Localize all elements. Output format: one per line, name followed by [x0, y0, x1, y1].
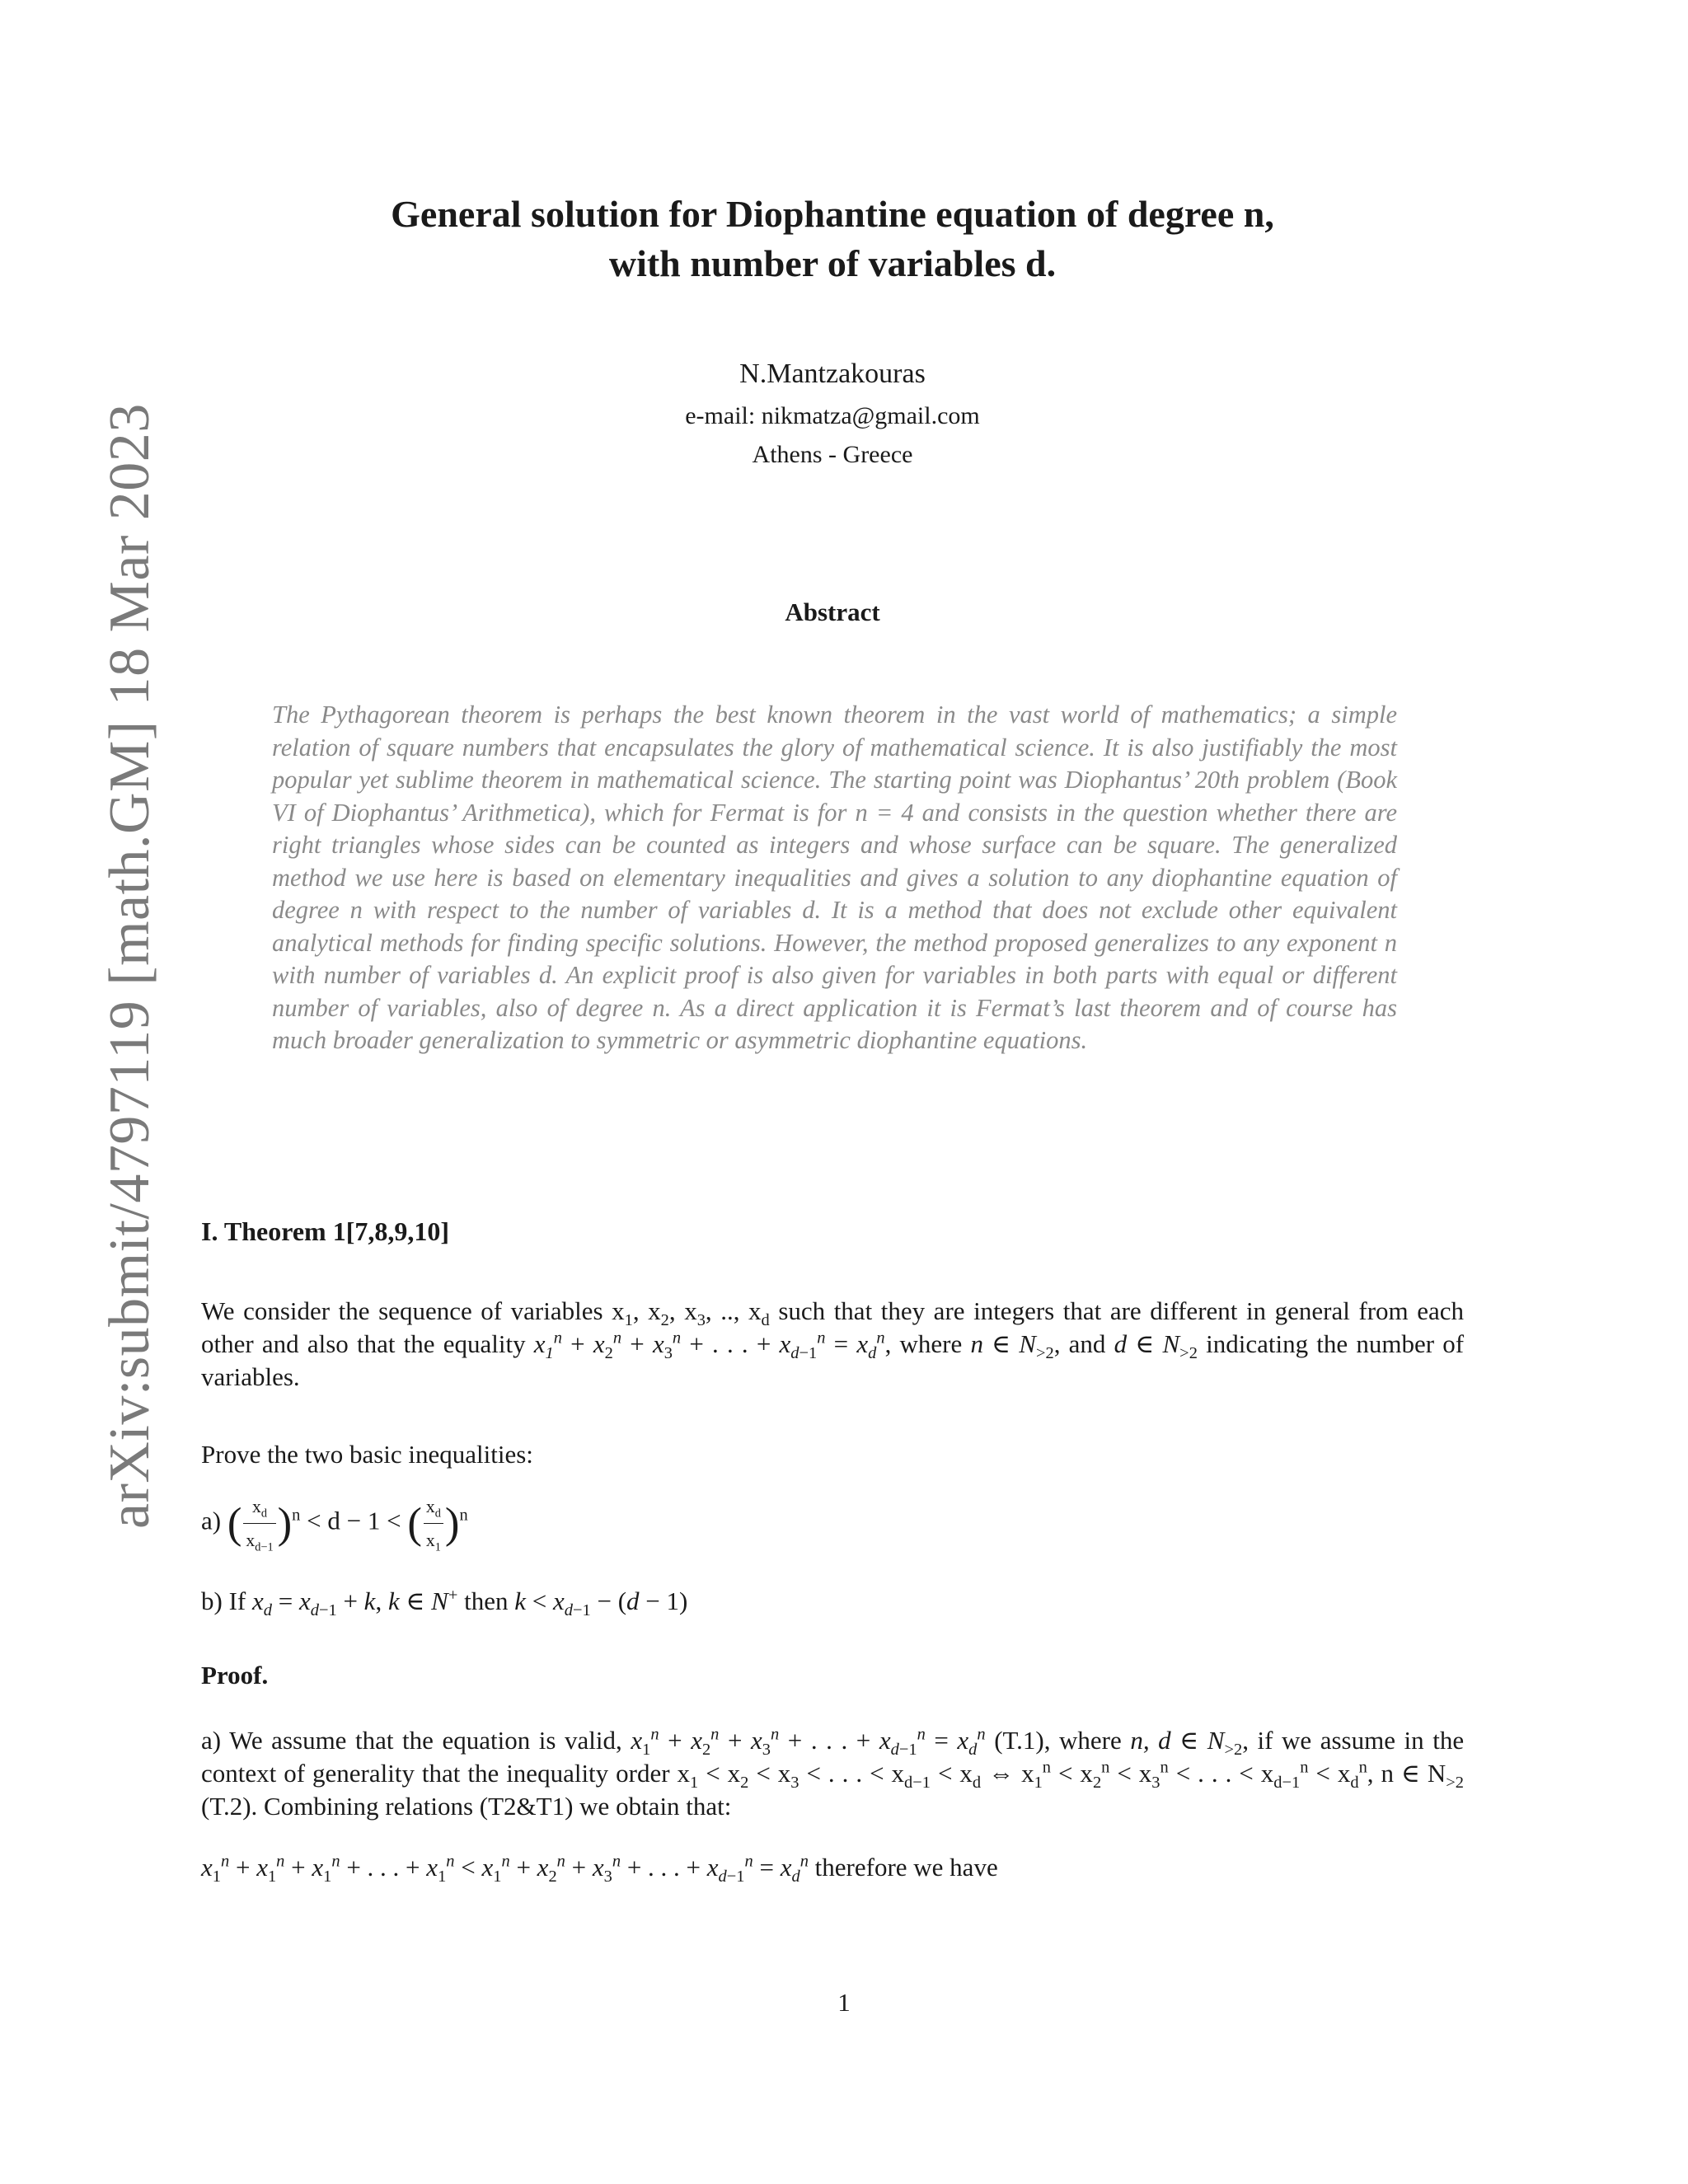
theorem-statement: We consider the sequence of variables $x_1$, $x_2$, $x_3$, .., $x_d$ such that they are integers that are different in general from each other and also that the equality $x_1^n + x_2^n + x_3^n$ + . . . + $x_{d-1}^n = x_d^n$, where n ∈ $N_{>2}$, and d ∈ $N_{>2}$ indicating the number of variables.: [201, 1296, 1465, 1391]
combined-inequality: $x_1^n + x_1^n + x_1^n$ + . . . + $x_1^n < x_1^n + x_2^n + x_3^n$ + . . . + $x_{d-1}^n = x_d^n$ therefore we have: [201, 1852, 998, 1886]
p3-if: , if we assume in the context of generality that the inequality order: [201, 1726, 1465, 1788]
inequality-b: b) If $x_d = x_{d-1} + k$, k ∈ N+ then $k < x_{d-1} - (d - 1)$: [201, 1586, 688, 1620]
paper-title: [247, 190, 1418, 288]
proof-paragraph: a) We assume that the equation is valid, $x_1^n + x_2^n + x_3^n$ + . . . + $x_{d-1}^n = x_d^n$ (T.1), where n, d ∈ $N_{>2}$, if we assume in the context of generality that the inequality order $x_1 < x_2 < x_3$ < . . . < $x_{d-1} < x_d$ ⇔ $x_1^n < x_2^n < x_3^n$ < . . . < $x_{d-1}^n < x_d^n$, n ∈ $N_{>2}$ (T.2). Combining relations (T2&T1) we obtain that:: [201, 1725, 1465, 1821]
title-line-1: General solution for Diophantine equation of degree n,: [391, 193, 1274, 235]
ineq-a-label: a): [201, 1506, 222, 1535]
p3-t2: (T.2). Combining relations (T2&T1) we obtain that:: [201, 1792, 732, 1821]
proof-heading: Proof.: [201, 1661, 269, 1690]
inequality-a: a) ( $\frac{x_d}{x_{d-1}}$ )$^n$ < d − 1 < ( $\frac{x_d}{x_1}$ )$^n$: [201, 1490, 468, 1557]
author-name: N.Mantzakouras: [739, 359, 926, 389]
p1-and: , and: [1053, 1329, 1106, 1358]
p1-end: indicating the number of variables.: [201, 1329, 1465, 1391]
p3-start: a) We assume that the equation is valid,: [201, 1726, 622, 1755]
abstract-heading: Abstract: [785, 598, 880, 626]
section-heading: I. Theorem 1[7,8,9,10]: [201, 1216, 450, 1246]
abstract-text: The Pythagorean theorem is perhaps the best known theorem in the vast world of mathematics; a simple relation of square numbers that encapsulates the glory of mathematical science. It is also justifiably the most popular yet sublime theorem in mathematical science. The starting point was Diophantus’ 20th problem (Book VI of Diophantus’ Arithmetica), which for Fermat is for n = 4 and consists in the question whether there are right triangles whose sides can be counted as integers and whose surface can be square. The generalized method we use here is based on elementary inequalities and gives a solution to any diophantine equation of degree n with respect to the number of variables d. It is a method that does not exclude other equivalent analytical methods for finding specific solutions. However, the method proposed generalizes to any exponent n with number of variables d. An explicit proof is also given for variables in both parts with equal or different number of variables, also of degree n. As a direct application it is Fermat’s last theorem and of course has much broader generalization to symmetric or asymmetric diophantine equations.: [272, 701, 1397, 1054]
p1-mid: such that they are integers that are different in general from each other and also that the equality: [201, 1296, 1464, 1358]
p4-end: therefore we have: [814, 1853, 998, 1882]
title-line-2: with number of variables d.: [608, 242, 1057, 284]
p3-t1: (T.1), where: [994, 1726, 1122, 1755]
p1-where: , where: [884, 1329, 963, 1358]
prove-statement: Prove the two basic inequalities:: [201, 1440, 533, 1469]
page-number: 1: [837, 1988, 851, 2017]
ineq-b-label: b) If: [201, 1586, 246, 1615]
ineq-b-then: then: [464, 1586, 509, 1615]
author-email: e-mail: nikmatza@gmail.com: [685, 402, 980, 429]
p1-start: We consider the sequence of variables: [201, 1296, 603, 1325]
author-location: Athens - Greece: [752, 441, 913, 468]
arxiv-identifier: arXiv:submit/4797119 [math.GM] 18 Mar 2023: [98, 403, 162, 1529]
